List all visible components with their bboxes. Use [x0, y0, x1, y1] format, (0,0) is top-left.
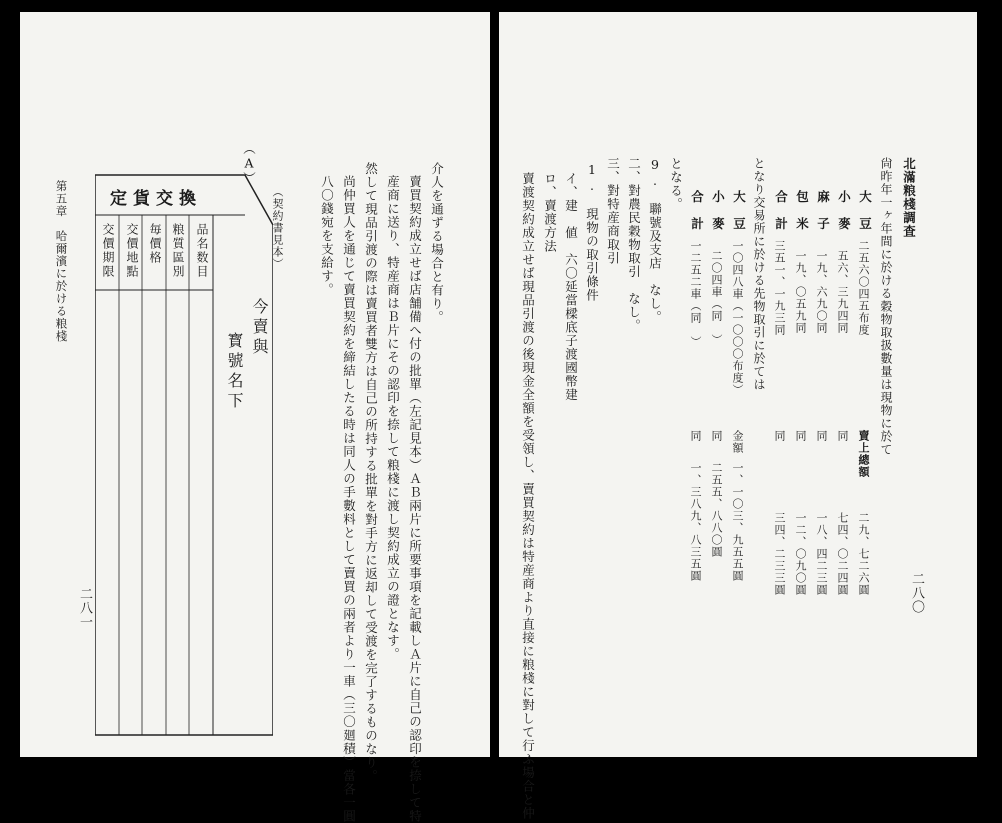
form-handwritten-2: 寳號名下	[225, 332, 244, 412]
page-number: 二八〇	[909, 572, 924, 614]
row-value: 七四、〇二四圓	[836, 512, 849, 596]
futures-row-value: 二五五、八八〇圓	[710, 462, 723, 558]
futures-row-value-label: 金額	[731, 430, 744, 454]
row-value: 一二、〇九〇圓	[794, 512, 807, 596]
futures-row-name: 合 計	[689, 190, 705, 231]
futures-row-value-label: 同	[710, 430, 723, 442]
page-number: 二八一	[77, 587, 92, 629]
row-value: 一八、四二三圓	[815, 512, 828, 596]
row-value-label: 賣上總額	[857, 430, 870, 478]
form-title: 定貨交換	[110, 189, 202, 209]
receipt-form	[95, 160, 273, 738]
sample-label: （契約書見本）	[271, 186, 284, 270]
running-head: 北滿粮棧調査	[901, 157, 917, 238]
intro: 尙昨年一ヶ年間に於ける穀物取扱數量は現物に於て	[879, 157, 893, 456]
form-field-5: 交價期限	[101, 223, 115, 279]
row-qty: 五六、三九四同	[836, 250, 849, 334]
row-qty: 一九、〇五九同	[794, 250, 807, 334]
last-paragraph: 賣渡契約成立せば現品引渡の後現金全額を受領し、賣買契約は特産商より直接に粮棧に對して行ふ場合と仲	[520, 172, 536, 820]
form-field-2: 粮質區別	[171, 223, 185, 279]
futures-row-name: 小 麥	[710, 190, 726, 231]
row-qty: 三五一、一九三同	[773, 240, 786, 336]
right-page	[499, 12, 977, 820]
futures-intro: となり交易所に於ける先物取引に於ては	[752, 157, 766, 391]
row-name: 小 麥	[836, 190, 852, 231]
row-value: 三四、二三三圓	[773, 512, 786, 596]
futures-row-qty: 一〇四八車（一〇〇〇布度）	[731, 240, 744, 396]
futures-row-value: 一、三八九、八三五圓	[689, 462, 702, 582]
left-page	[20, 12, 490, 823]
item-sale-method: ロ、賣渡方法	[542, 172, 558, 253]
form-field-3: 毎價格	[148, 223, 162, 265]
futures-row-name: 大 豆	[731, 190, 747, 231]
form-label: （A）	[241, 142, 257, 185]
item-traders: 三、對特産商取引	[605, 157, 621, 265]
form-handwritten-1: 今賣與	[250, 298, 269, 358]
form-field-4: 交價地點	[125, 223, 139, 279]
futures-row-qty: 二〇四車（同 ）	[710, 250, 723, 346]
row-value-label: 同	[794, 430, 807, 442]
body-line-6: 八〇錢宛を支給す。	[319, 175, 335, 297]
body-line-2: 賣買契約成立せば店舗備へ付の批單（左記見本）ＡＢ兩片に所要事項を記載しＡ片に自己の認印を捺して特	[407, 175, 423, 823]
futures-row-qty: 一二五二車（同 ）	[689, 240, 702, 348]
row-name: 大 豆	[857, 190, 873, 231]
row-qty: 一九、六九〇同	[815, 250, 828, 334]
running-head: 第五章 哈爾濱に於ける粮棧	[54, 180, 69, 343]
body-line-4: 然して現品引渡の際は賣買者雙方は自己の所持する批單を對手方に返却して受渡を完了するものなり。	[363, 162, 379, 783]
futures-outro: となる。	[668, 157, 684, 211]
futures-row-value: 一、一〇三、九五五圓	[731, 462, 744, 582]
futures-row-value-label: 同	[689, 430, 702, 442]
item-spot-conditions: 1. 現物の取引條件	[584, 162, 600, 302]
item-farmers: 二、對農民穀物取引 なし。	[626, 157, 642, 333]
row-name: 合 計	[773, 190, 789, 231]
row-name: 麻 子	[815, 190, 831, 231]
body-line-1: 介人を通ずる場合と有り。	[429, 162, 445, 324]
row-value: 二九、七二六圓	[857, 512, 870, 596]
row-name: 包 米	[794, 190, 810, 231]
body-line-5: 尚仲買人を通じて賣買契約を締結したる時は同人の手數料として賣買の兩者より一車（三〇廻積）當各一圓	[341, 175, 357, 823]
form-field-1: 品名数目	[195, 223, 209, 279]
item-price-basis: イ、建 値 六〇延當樑底子渡國幣建	[563, 172, 579, 402]
item-9-visible: 9. 聯號及支店 なし。	[647, 157, 663, 324]
row-value-label: 同	[815, 430, 828, 442]
row-value-label: 同	[836, 430, 849, 442]
row-value-label: 同	[773, 430, 786, 442]
row-qty: 二五六〇四五布度	[857, 240, 870, 336]
body-line-3: 産商に送り、特産商はＢ片にその認印を捺して粮棧に渡し契約成立の證となす。	[385, 175, 401, 661]
